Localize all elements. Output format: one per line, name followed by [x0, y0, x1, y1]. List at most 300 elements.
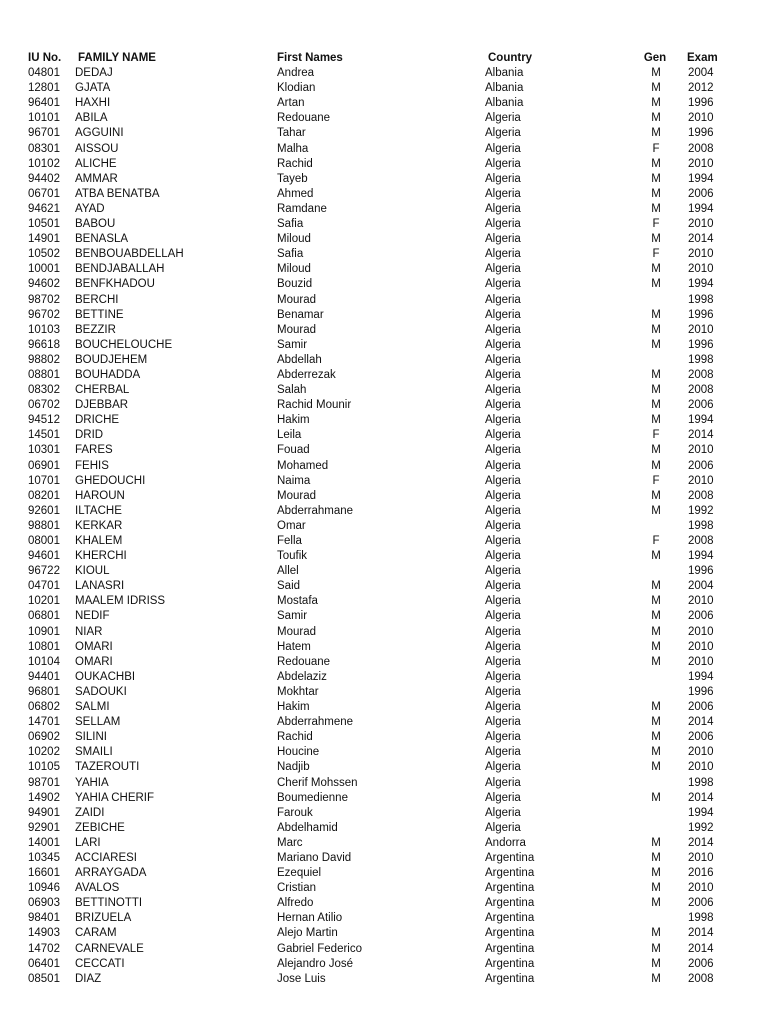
- cell-family-name: OMARI: [75, 640, 113, 653]
- cell-first-names: Abderrahmane: [277, 504, 354, 517]
- cell-first-names: Alejandro José: [277, 957, 354, 970]
- table-row: [0, 126, 768, 141]
- cell-exam-year: 1996: [688, 685, 714, 698]
- cell-family-name: BENFKHADOU: [75, 278, 155, 291]
- cell-family-name: BENASLA: [75, 233, 129, 246]
- cell-family-name: GJATA: [75, 82, 111, 95]
- cell-country: Algeria: [485, 218, 521, 231]
- cell-iu-no: 06903: [28, 897, 60, 910]
- cell-gender: M: [651, 172, 661, 185]
- cell-iu-no: 10201: [28, 595, 60, 608]
- cell-country: Algeria: [485, 127, 521, 140]
- cell-iu-no: 10301: [28, 444, 60, 457]
- cell-gender: M: [651, 459, 661, 472]
- cell-iu-no: 04701: [28, 580, 60, 593]
- cell-exam-year: 1994: [688, 172, 714, 185]
- cell-country: Argentina: [485, 927, 535, 940]
- cell-gender: M: [651, 897, 661, 910]
- cell-iu-no: 96618: [28, 338, 60, 351]
- cell-country: Algeria: [485, 338, 521, 351]
- cell-country: Algeria: [485, 187, 521, 200]
- cell-gender: F: [652, 218, 660, 231]
- table-row: [0, 670, 768, 685]
- table-row: [0, 428, 768, 443]
- header-exam-year: Exam: [687, 52, 718, 64]
- table-row: [0, 413, 768, 428]
- cell-iu-no: 10502: [28, 248, 60, 261]
- table-row: [0, 957, 768, 972]
- table-row: [0, 383, 768, 398]
- cell-country: Algeria: [485, 384, 521, 397]
- cell-exam-year: 2010: [688, 112, 714, 125]
- cell-country: Argentina: [485, 882, 535, 895]
- cell-gender: F: [652, 535, 660, 547]
- cell-country: Algeria: [485, 761, 521, 774]
- cell-exam-year: 2010: [688, 157, 714, 170]
- cell-exam-year: 2004: [688, 580, 714, 593]
- cell-exam-year: 1994: [688, 550, 714, 563]
- cell-family-name: YAHIA CHERIF: [75, 791, 155, 804]
- table-row: [0, 157, 768, 172]
- cell-first-names: Said: [277, 580, 301, 593]
- cell-exam-year: 1992: [688, 504, 714, 517]
- cell-first-names: Andrea: [277, 67, 315, 80]
- table-row: [0, 760, 768, 775]
- cell-first-names: Hatem: [277, 640, 311, 653]
- cell-country: Algeria: [485, 353, 521, 366]
- cell-gender: M: [651, 716, 661, 729]
- table-row: [0, 534, 768, 549]
- cell-family-name: KERKAR: [75, 519, 123, 532]
- cell-first-names: Hakim: [277, 414, 310, 427]
- cell-family-name: AMMAR: [75, 172, 118, 185]
- cell-first-names: Marc: [277, 836, 303, 849]
- cell-exam-year: 2006: [688, 701, 714, 714]
- cell-gender: M: [651, 746, 661, 759]
- cell-gender: M: [651, 701, 661, 714]
- cell-family-name: KHERCHI: [75, 550, 127, 563]
- cell-gender: M: [651, 731, 661, 744]
- table-row: [0, 579, 768, 594]
- table-row: [0, 745, 768, 760]
- cell-family-name: ZEBICHE: [75, 821, 125, 834]
- cell-first-names: Abderrahmene: [277, 716, 354, 729]
- cell-country: Algeria: [485, 172, 521, 185]
- cell-iu-no: 10105: [28, 761, 60, 774]
- cell-gender: M: [651, 444, 661, 457]
- cell-country: Algeria: [485, 565, 521, 578]
- table-row: [0, 353, 768, 368]
- cell-iu-no: 14001: [28, 836, 60, 849]
- cell-exam-year: 1996: [688, 565, 714, 578]
- table-row: [0, 851, 768, 866]
- cell-exam-year: 2008: [688, 972, 714, 985]
- table-row: [0, 806, 768, 821]
- cell-first-names: Benamar: [277, 308, 324, 321]
- cell-gender: M: [651, 550, 661, 563]
- cell-iu-no: 94602: [28, 278, 60, 291]
- table-row: [0, 368, 768, 383]
- cell-iu-no: 16601: [28, 867, 60, 880]
- cell-country: Algeria: [485, 776, 521, 789]
- cell-gender: M: [651, 323, 661, 336]
- cell-first-names: Tayeb: [277, 172, 308, 185]
- table-row: [0, 926, 768, 941]
- cell-exam-year: 2014: [688, 791, 714, 804]
- cell-first-names: Miloud: [277, 233, 311, 246]
- cell-country: Algeria: [485, 731, 521, 744]
- cell-exam-year: 2008: [688, 142, 714, 155]
- cell-iu-no: 10102: [28, 157, 60, 170]
- cell-first-names: Mariano David: [277, 851, 352, 864]
- table-row: [0, 836, 768, 851]
- cell-first-names: Rachid: [277, 157, 313, 170]
- cell-family-name: ACCIARESI: [75, 851, 137, 864]
- cell-iu-no: 92601: [28, 504, 60, 517]
- header-iu-no: IU No.: [28, 52, 62, 64]
- cell-iu-no: 12801: [28, 82, 60, 95]
- cell-family-name: BOUHADDA: [75, 368, 141, 381]
- table-body: [0, 66, 768, 987]
- cell-gender: M: [651, 82, 661, 95]
- cell-iu-no: 10345: [28, 851, 60, 864]
- cell-iu-no: 06802: [28, 701, 60, 714]
- cell-country: Algeria: [485, 791, 521, 804]
- cell-family-name: BOUDJEHEM: [75, 353, 148, 366]
- table-row: [0, 640, 768, 655]
- cell-family-name: SELLAM: [75, 716, 121, 729]
- cell-exam-year: 2010: [688, 595, 714, 608]
- table-row: [0, 625, 768, 640]
- cell-iu-no: 04801: [28, 67, 60, 80]
- cell-first-names: Bouzid: [277, 278, 313, 291]
- cell-exam-year: 2014: [688, 429, 714, 442]
- cell-gender: F: [652, 474, 660, 487]
- cell-first-names: Alejo Martin: [277, 927, 338, 940]
- cell-family-name: DJEBBAR: [75, 399, 129, 412]
- cell-exam-year: 2014: [688, 927, 714, 940]
- cell-iu-no: 08302: [28, 384, 60, 397]
- cell-family-name: DEDAJ: [75, 67, 113, 80]
- cell-family-name: LARI: [75, 836, 101, 849]
- table-row: [0, 730, 768, 745]
- cell-family-name: ZAIDI: [75, 806, 105, 819]
- table-header-row: [0, 51, 768, 66]
- cell-exam-year: 2014: [688, 942, 714, 955]
- cell-country: Algeria: [485, 746, 521, 759]
- cell-iu-no: 08301: [28, 142, 60, 155]
- cell-exam-year: 2010: [688, 882, 714, 895]
- cell-family-name: AYAD: [75, 202, 105, 215]
- cell-exam-year: 2010: [688, 851, 714, 864]
- table-row: [0, 66, 768, 81]
- cell-gender: M: [651, 399, 661, 412]
- table-row: [0, 81, 768, 96]
- cell-gender: M: [651, 97, 661, 110]
- cell-family-name: LANASRI: [75, 580, 125, 593]
- cell-iu-no: 06401: [28, 957, 60, 970]
- cell-gender: M: [651, 67, 661, 80]
- cell-exam-year: 2004: [688, 67, 714, 80]
- cell-iu-no: 06801: [28, 610, 60, 623]
- cell-country: Albania: [485, 82, 524, 95]
- cell-first-names: Fouad: [277, 444, 310, 457]
- cell-exam-year: 2008: [688, 368, 714, 381]
- cell-first-names: Boumedienne: [277, 791, 348, 804]
- cell-first-names: Fella: [277, 535, 302, 547]
- cell-gender: M: [651, 610, 661, 623]
- table-row: [0, 791, 768, 806]
- table-row: [0, 142, 768, 157]
- cell-family-name: SMAILI: [75, 746, 113, 759]
- table-row: [0, 111, 768, 126]
- cell-first-names: Omar: [277, 519, 306, 532]
- cell-country: Algeria: [485, 308, 521, 321]
- header-family-name: FAMILY NAME: [78, 52, 156, 64]
- cell-family-name: ARRAYGADA: [75, 867, 147, 880]
- cell-family-name: BETTINE: [75, 308, 124, 321]
- cell-exam-year: 1994: [688, 806, 714, 819]
- table-row: [0, 972, 768, 987]
- cell-exam-year: 2008: [688, 489, 714, 502]
- cell-family-name: SADOUKI: [75, 685, 127, 698]
- cell-exam-year: 2006: [688, 897, 714, 910]
- cell-iu-no: 10701: [28, 474, 60, 487]
- cell-iu-no: 96701: [28, 127, 60, 140]
- table-row: [0, 202, 768, 217]
- cell-family-name: SILINI: [75, 731, 107, 744]
- cell-gender: M: [651, 338, 661, 351]
- cell-exam-year: 2010: [688, 746, 714, 759]
- cell-first-names: Cherif Mohssen: [277, 776, 358, 789]
- cell-first-names: Mostafa: [277, 595, 318, 608]
- cell-gender: M: [651, 504, 661, 517]
- cell-exam-year: 2010: [688, 263, 714, 276]
- cell-iu-no: 14701: [28, 716, 60, 729]
- cell-exam-year: 2006: [688, 187, 714, 200]
- cell-gender: M: [651, 640, 661, 653]
- cell-exam-year: 1994: [688, 202, 714, 215]
- cell-country: Algeria: [485, 459, 521, 472]
- cell-first-names: Nadjib: [277, 761, 310, 774]
- cell-first-names: Safia: [277, 248, 304, 261]
- cell-iu-no: 14702: [28, 942, 60, 955]
- cell-exam-year: 1998: [688, 293, 714, 306]
- cell-iu-no: 10001: [28, 263, 60, 276]
- cell-iu-no: 92901: [28, 821, 60, 834]
- cell-iu-no: 10202: [28, 746, 60, 759]
- cell-exam-year: 2012: [688, 82, 714, 95]
- cell-iu-no: 94621: [28, 202, 60, 215]
- table-row: [0, 398, 768, 413]
- cell-iu-no: 94512: [28, 414, 60, 427]
- cell-exam-year: 1998: [688, 353, 714, 366]
- cell-gender: M: [651, 202, 661, 215]
- cell-iu-no: 98401: [28, 912, 60, 925]
- cell-family-name: ILTACHE: [75, 504, 122, 517]
- cell-exam-year: 2010: [688, 640, 714, 653]
- cell-iu-no: 10104: [28, 655, 60, 668]
- cell-first-names: Mokhtar: [277, 685, 319, 698]
- cell-exam-year: 2014: [688, 233, 714, 246]
- cell-country: Algeria: [485, 142, 521, 155]
- cell-country: Algeria: [485, 655, 521, 668]
- cell-country: Algeria: [485, 444, 521, 457]
- cell-country: Algeria: [485, 429, 521, 442]
- cell-country: Argentina: [485, 972, 535, 985]
- cell-gender: M: [651, 368, 661, 381]
- cell-gender: M: [651, 595, 661, 608]
- cell-family-name: FARES: [75, 444, 113, 457]
- cell-first-names: Allel: [277, 565, 299, 578]
- cell-gender: M: [651, 655, 661, 668]
- cell-country: Andorra: [485, 836, 526, 849]
- cell-gender: M: [651, 308, 661, 321]
- cell-first-names: Mohamed: [277, 459, 329, 472]
- cell-country: Algeria: [485, 233, 521, 246]
- table-row: [0, 459, 768, 474]
- cell-exam-year: 2006: [688, 399, 714, 412]
- cell-iu-no: 14902: [28, 791, 60, 804]
- member-table: [0, 51, 768, 987]
- cell-iu-no: 08501: [28, 972, 60, 985]
- cell-first-names: Mourad: [277, 323, 316, 336]
- cell-family-name: AISSOU: [75, 142, 119, 155]
- header-gender: Gen: [643, 52, 667, 64]
- cell-exam-year: 1996: [688, 338, 714, 351]
- cell-iu-no: 06701: [28, 187, 60, 200]
- table-row: [0, 655, 768, 670]
- cell-family-name: CECCATI: [75, 957, 125, 970]
- cell-country: Algeria: [485, 670, 521, 683]
- cell-country: Algeria: [485, 685, 521, 698]
- cell-first-names: Samir: [277, 338, 308, 351]
- cell-iu-no: 96401: [28, 97, 60, 110]
- cell-country: Argentina: [485, 897, 535, 910]
- cell-iu-no: 08001: [28, 535, 60, 547]
- cell-iu-no: 94901: [28, 806, 60, 819]
- table-row: [0, 504, 768, 519]
- cell-exam-year: 2014: [688, 716, 714, 729]
- cell-first-names: Rachid: [277, 731, 313, 744]
- cell-country: Algeria: [485, 368, 521, 381]
- cell-family-name: MAALEM IDRISS: [75, 595, 166, 608]
- cell-first-names: Naima: [277, 474, 311, 487]
- cell-country: Algeria: [485, 806, 521, 819]
- cell-first-names: Abdellah: [277, 353, 322, 366]
- table-row: [0, 942, 768, 957]
- cell-exam-year: 2010: [688, 761, 714, 774]
- cell-first-names: Hernan Atilio: [277, 912, 343, 925]
- cell-iu-no: 98802: [28, 353, 60, 366]
- cell-first-names: Klodian: [277, 82, 316, 95]
- cell-iu-no: 14501: [28, 429, 60, 442]
- cell-first-names: Houcine: [277, 746, 320, 759]
- cell-exam-year: 2010: [688, 444, 714, 457]
- cell-family-name: CARAM: [75, 927, 117, 940]
- cell-country: Algeria: [485, 323, 521, 336]
- cell-country: Algeria: [485, 625, 521, 638]
- cell-family-name: DRICHE: [75, 414, 120, 427]
- cell-country: Algeria: [485, 202, 521, 215]
- cell-country: Algeria: [485, 716, 521, 729]
- cell-first-names: Miloud: [277, 263, 311, 276]
- cell-family-name: BOUCHELOUCHE: [75, 338, 173, 351]
- header-first-names: First Names: [277, 52, 343, 64]
- cell-gender: M: [651, 127, 661, 140]
- table-row: [0, 594, 768, 609]
- cell-iu-no: 96722: [28, 565, 60, 578]
- cell-first-names: Ahmed: [277, 187, 314, 200]
- cell-country: Algeria: [485, 474, 521, 487]
- cell-exam-year: 2008: [688, 535, 714, 547]
- cell-first-names: Leila: [277, 429, 302, 442]
- cell-country: Algeria: [485, 640, 521, 653]
- cell-gender: M: [651, 851, 661, 864]
- cell-exam-year: 1998: [688, 776, 714, 789]
- cell-exam-year: 1996: [688, 308, 714, 321]
- cell-iu-no: 10901: [28, 625, 60, 638]
- cell-exam-year: 1996: [688, 127, 714, 140]
- cell-exam-year: 1998: [688, 912, 714, 925]
- cell-family-name: YAHIA: [75, 776, 109, 789]
- cell-first-names: Hakim: [277, 701, 310, 714]
- table-row: [0, 700, 768, 715]
- cell-exam-year: 1992: [688, 821, 714, 834]
- cell-family-name: BERCHI: [75, 293, 119, 306]
- cell-country: Algeria: [485, 580, 521, 593]
- cell-gender: M: [651, 414, 661, 427]
- table-row: [0, 474, 768, 489]
- cell-family-name: HAROUN: [75, 489, 125, 502]
- cell-family-name: BRIZUELA: [75, 912, 132, 925]
- table-row: [0, 549, 768, 564]
- cell-gender: M: [651, 187, 661, 200]
- cell-country: Algeria: [485, 489, 521, 502]
- cell-iu-no: 10946: [28, 882, 60, 895]
- cell-gender: F: [652, 429, 660, 442]
- cell-exam-year: 2006: [688, 957, 714, 970]
- table-row: [0, 519, 768, 534]
- table-row: [0, 217, 768, 232]
- cell-gender: M: [651, 625, 661, 638]
- cell-country: Algeria: [485, 399, 521, 412]
- cell-family-name: FEHIS: [75, 459, 109, 472]
- cell-iu-no: 14903: [28, 927, 60, 940]
- cell-family-name: BEZZIR: [75, 323, 116, 336]
- cell-exam-year: 1994: [688, 278, 714, 291]
- cell-gender: M: [651, 580, 661, 593]
- cell-exam-year: 2010: [688, 625, 714, 638]
- cell-country: Algeria: [485, 248, 521, 261]
- cell-first-names: Ramdane: [277, 202, 327, 215]
- cell-country: Algeria: [485, 821, 521, 834]
- cell-gender: M: [651, 489, 661, 502]
- cell-exam-year: 1998: [688, 519, 714, 532]
- table-row: [0, 821, 768, 836]
- table-row: [0, 443, 768, 458]
- cell-exam-year: 2016: [688, 867, 714, 880]
- cell-first-names: Mourad: [277, 293, 316, 306]
- cell-family-name: CHERBAL: [75, 384, 130, 397]
- cell-gender: M: [651, 278, 661, 291]
- cell-gender: M: [651, 957, 661, 970]
- table-row: [0, 96, 768, 111]
- cell-first-names: Redouane: [277, 112, 331, 125]
- table-row: [0, 776, 768, 791]
- cell-gender: M: [651, 942, 661, 955]
- cell-gender: M: [651, 384, 661, 397]
